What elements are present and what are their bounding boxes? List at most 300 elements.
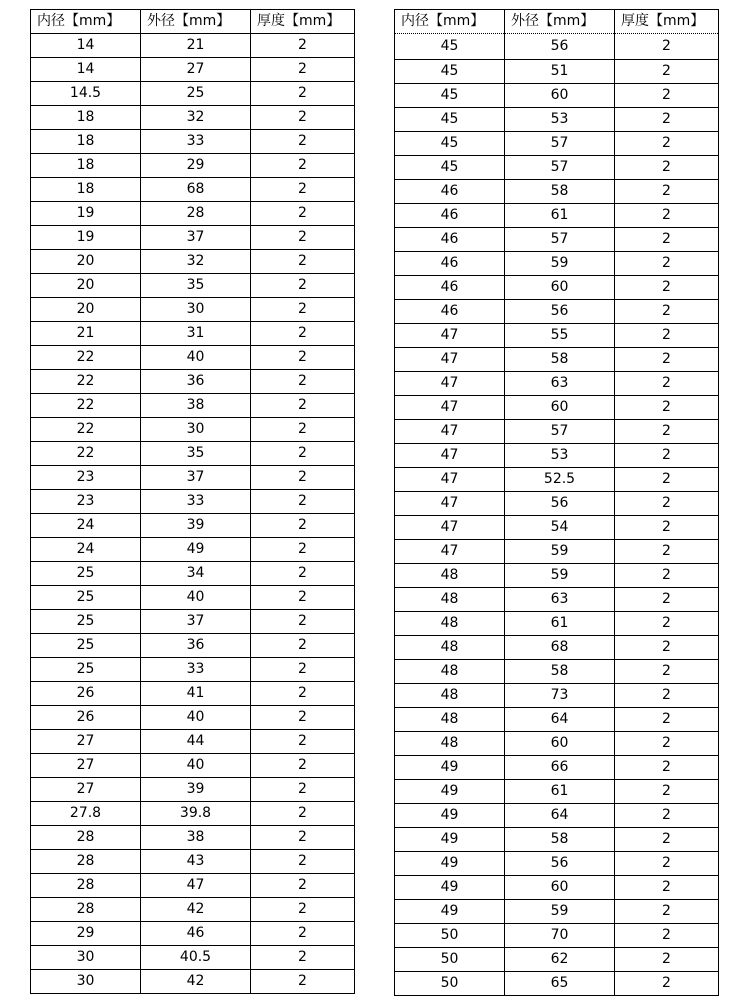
- cell-outer-diameter: 44: [141, 730, 251, 754]
- cell-inner-diameter: 28: [31, 898, 141, 922]
- cell-outer-diameter: 60: [505, 84, 615, 108]
- cell-outer-diameter: 33: [141, 130, 251, 154]
- cell-outer-diameter: 59: [505, 900, 615, 924]
- table-row: [395, 708, 719, 732]
- cell-outer-diameter: 37: [141, 226, 251, 250]
- cell-inner-diameter: 26: [31, 706, 141, 730]
- cell-thickness: 2: [615, 756, 719, 780]
- table-row: [31, 754, 355, 778]
- cell-thickness: 2: [615, 276, 719, 300]
- cell-outer-diameter: 40: [141, 706, 251, 730]
- cell-outer-diameter: 60: [505, 396, 615, 420]
- cell-thickness: 2: [251, 226, 355, 250]
- cell-inner-diameter: 48: [395, 708, 505, 732]
- table-row: [31, 586, 355, 610]
- cell-inner-diameter: 47: [395, 420, 505, 444]
- cell-thickness: 2: [615, 228, 719, 252]
- cell-outer-diameter: 33: [141, 490, 251, 514]
- cell-outer-diameter: 46: [141, 922, 251, 946]
- table-row: [31, 34, 355, 58]
- cell-inner-diameter: 18: [31, 106, 141, 130]
- cell-thickness: 2: [251, 658, 355, 682]
- cell-outer-diameter: 68: [505, 636, 615, 660]
- cell-inner-diameter: 25: [31, 634, 141, 658]
- table-row: [31, 490, 355, 514]
- cell-outer-diameter: 56: [505, 34, 615, 60]
- table-row: [395, 372, 719, 396]
- table-row: [395, 84, 719, 108]
- cell-thickness: 2: [615, 516, 719, 540]
- cell-thickness: 2: [251, 802, 355, 826]
- cell-outer-diameter: 56: [505, 492, 615, 516]
- cell-outer-diameter: 65: [505, 972, 615, 996]
- cell-inner-diameter: 46: [395, 180, 505, 204]
- cell-inner-diameter: 50: [395, 948, 505, 972]
- cell-outer-diameter: 60: [505, 276, 615, 300]
- cell-outer-diameter: 64: [505, 708, 615, 732]
- cell-outer-diameter: 55: [505, 324, 615, 348]
- cell-outer-diameter: 58: [505, 660, 615, 684]
- cell-inner-diameter: 24: [31, 538, 141, 562]
- table-row: [395, 180, 719, 204]
- table-row: [31, 634, 355, 658]
- table-row: [395, 228, 719, 252]
- table-row: [31, 418, 355, 442]
- cell-inner-diameter: 49: [395, 876, 505, 900]
- cell-thickness: 2: [615, 948, 719, 972]
- table-row: [31, 250, 355, 274]
- cell-inner-diameter: 27: [31, 730, 141, 754]
- cell-inner-diameter: 19: [31, 202, 141, 226]
- cell-outer-diameter: 63: [505, 588, 615, 612]
- cell-outer-diameter: 58: [505, 348, 615, 372]
- cell-outer-diameter: 39.8: [141, 802, 251, 826]
- table-row: [395, 300, 719, 324]
- header-thickness: 厚度【mm】: [615, 10, 719, 34]
- header-outer-diameter: 外径【mm】: [141, 10, 251, 34]
- table-row: [395, 972, 719, 996]
- table-row: [31, 514, 355, 538]
- cell-inner-diameter: 30: [31, 946, 141, 970]
- table-row: [31, 226, 355, 250]
- cell-thickness: 2: [615, 396, 719, 420]
- cell-inner-diameter: 50: [395, 924, 505, 948]
- cell-thickness: 2: [251, 514, 355, 538]
- header-row: [395, 10, 719, 34]
- cell-inner-diameter: 28: [31, 826, 141, 850]
- cell-inner-diameter: 47: [395, 396, 505, 420]
- cell-thickness: 2: [251, 706, 355, 730]
- table-row: [31, 58, 355, 82]
- cell-thickness: 2: [615, 900, 719, 924]
- cell-outer-diameter: 70: [505, 924, 615, 948]
- cell-thickness: 2: [251, 178, 355, 202]
- cell-inner-diameter: 22: [31, 442, 141, 466]
- cell-thickness: 2: [251, 466, 355, 490]
- cell-inner-diameter: 14: [31, 58, 141, 82]
- cell-thickness: 2: [615, 660, 719, 684]
- table-row: [31, 442, 355, 466]
- header-row: [31, 10, 355, 34]
- table-row: [395, 252, 719, 276]
- table-row: [31, 202, 355, 226]
- cell-thickness: 2: [615, 972, 719, 996]
- cell-thickness: 2: [615, 708, 719, 732]
- cell-thickness: 2: [251, 154, 355, 178]
- cell-inner-diameter: 50: [395, 972, 505, 996]
- cell-inner-diameter: 20: [31, 298, 141, 322]
- cell-thickness: 2: [615, 564, 719, 588]
- cell-thickness: 2: [615, 780, 719, 804]
- cell-thickness: 2: [615, 348, 719, 372]
- cell-outer-diameter: 68: [141, 178, 251, 202]
- table-row: [31, 610, 355, 634]
- table-row: [31, 682, 355, 706]
- cell-thickness: 2: [251, 394, 355, 418]
- right-size-table: [394, 9, 719, 996]
- cell-thickness: 2: [251, 586, 355, 610]
- cell-thickness: 2: [251, 922, 355, 946]
- cell-outer-diameter: 33: [141, 658, 251, 682]
- header-inner-diameter: 内径【mm】: [31, 10, 141, 34]
- cell-thickness: 2: [251, 82, 355, 106]
- cell-outer-diameter: 37: [141, 610, 251, 634]
- table-row: [395, 540, 719, 564]
- cell-inner-diameter: 48: [395, 684, 505, 708]
- header-thickness: 厚度【mm】: [251, 10, 355, 34]
- cell-inner-diameter: 47: [395, 324, 505, 348]
- cell-outer-diameter: 37: [141, 466, 251, 490]
- cell-inner-diameter: 20: [31, 274, 141, 298]
- cell-thickness: 2: [251, 754, 355, 778]
- table-row: [31, 874, 355, 898]
- cell-thickness: 2: [251, 562, 355, 586]
- cell-outer-diameter: 40: [141, 346, 251, 370]
- table-row: [31, 298, 355, 322]
- cell-thickness: 2: [615, 84, 719, 108]
- cell-inner-diameter: 45: [395, 132, 505, 156]
- cell-outer-diameter: 61: [505, 612, 615, 636]
- cell-inner-diameter: 25: [31, 658, 141, 682]
- cell-inner-diameter: 27.8: [31, 802, 141, 826]
- table-row: [31, 178, 355, 202]
- cell-thickness: 2: [251, 778, 355, 802]
- cell-thickness: 2: [251, 106, 355, 130]
- cell-thickness: 2: [251, 874, 355, 898]
- table-row: [31, 82, 355, 106]
- cell-inner-diameter: 18: [31, 130, 141, 154]
- cell-inner-diameter: 46: [395, 204, 505, 228]
- cell-inner-diameter: 47: [395, 540, 505, 564]
- cell-outer-diameter: 58: [505, 828, 615, 852]
- left-size-table: [30, 9, 355, 994]
- cell-thickness: 2: [615, 372, 719, 396]
- table-row: [31, 826, 355, 850]
- table-row: [31, 802, 355, 826]
- cell-inner-diameter: 46: [395, 300, 505, 324]
- table-row: [395, 444, 719, 468]
- cell-inner-diameter: 23: [31, 490, 141, 514]
- cell-thickness: 2: [615, 540, 719, 564]
- table-row: [395, 780, 719, 804]
- cell-inner-diameter: 25: [31, 586, 141, 610]
- table-row: [395, 756, 719, 780]
- cell-thickness: 2: [251, 946, 355, 970]
- cell-thickness: 2: [615, 924, 719, 948]
- cell-outer-diameter: 56: [505, 300, 615, 324]
- table-row: [31, 106, 355, 130]
- cell-outer-diameter: 40.5: [141, 946, 251, 970]
- cell-inner-diameter: 18: [31, 154, 141, 178]
- table-row: [395, 156, 719, 180]
- cell-thickness: 2: [251, 634, 355, 658]
- cell-thickness: 2: [251, 730, 355, 754]
- cell-thickness: 2: [251, 346, 355, 370]
- cell-thickness: 2: [615, 156, 719, 180]
- cell-thickness: 2: [615, 468, 719, 492]
- cell-thickness: 2: [251, 370, 355, 394]
- cell-inner-diameter: 28: [31, 874, 141, 898]
- table-row: [395, 60, 719, 84]
- cell-inner-diameter: 24: [31, 514, 141, 538]
- cell-outer-diameter: 27: [141, 58, 251, 82]
- cell-inner-diameter: 47: [395, 468, 505, 492]
- cell-outer-diameter: 25: [141, 82, 251, 106]
- cell-outer-diameter: 59: [505, 540, 615, 564]
- cell-inner-diameter: 48: [395, 636, 505, 660]
- cell-outer-diameter: 54: [505, 516, 615, 540]
- cell-inner-diameter: 45: [395, 156, 505, 180]
- cell-thickness: 2: [615, 876, 719, 900]
- cell-inner-diameter: 47: [395, 372, 505, 396]
- cell-inner-diameter: 23: [31, 466, 141, 490]
- table-row: [395, 204, 719, 228]
- cell-thickness: 2: [615, 732, 719, 756]
- table-row: [31, 658, 355, 682]
- cell-inner-diameter: 45: [395, 60, 505, 84]
- cell-outer-diameter: 42: [141, 898, 251, 922]
- table-row: [31, 370, 355, 394]
- cell-inner-diameter: 49: [395, 780, 505, 804]
- cell-outer-diameter: 30: [141, 418, 251, 442]
- table-row: [31, 850, 355, 874]
- table-row: [395, 612, 719, 636]
- table-row: [31, 730, 355, 754]
- cell-inner-diameter: 47: [395, 492, 505, 516]
- cell-thickness: 2: [615, 444, 719, 468]
- cell-inner-diameter: 48: [395, 564, 505, 588]
- table-row: [395, 900, 719, 924]
- cell-inner-diameter: 49: [395, 756, 505, 780]
- cell-outer-diameter: 53: [505, 108, 615, 132]
- table-row: [395, 828, 719, 852]
- cell-thickness: 2: [615, 492, 719, 516]
- cell-outer-diameter: 53: [505, 444, 615, 468]
- cell-inner-diameter: 22: [31, 346, 141, 370]
- right-table-body: [395, 34, 719, 996]
- table-row: [395, 948, 719, 972]
- cell-outer-diameter: 59: [505, 252, 615, 276]
- cell-inner-diameter: 26: [31, 682, 141, 706]
- table-row: [31, 898, 355, 922]
- cell-inner-diameter: 48: [395, 612, 505, 636]
- table-row: [395, 588, 719, 612]
- cell-inner-diameter: 47: [395, 348, 505, 372]
- cell-inner-diameter: 46: [395, 228, 505, 252]
- cell-inner-diameter: 27: [31, 754, 141, 778]
- cell-outer-diameter: 59: [505, 564, 615, 588]
- cell-thickness: 2: [251, 274, 355, 298]
- table-row: [395, 132, 719, 156]
- cell-inner-diameter: 46: [395, 252, 505, 276]
- cell-inner-diameter: 25: [31, 610, 141, 634]
- cell-outer-diameter: 28: [141, 202, 251, 226]
- cell-thickness: 2: [251, 970, 355, 994]
- cell-thickness: 2: [251, 442, 355, 466]
- cell-inner-diameter: 47: [395, 516, 505, 540]
- cell-thickness: 2: [615, 852, 719, 876]
- table-row: [395, 660, 719, 684]
- cell-thickness: 2: [251, 682, 355, 706]
- cell-outer-diameter: 73: [505, 684, 615, 708]
- cell-outer-diameter: 39: [141, 778, 251, 802]
- table-row: [395, 492, 719, 516]
- cell-thickness: 2: [251, 202, 355, 226]
- cell-outer-diameter: 57: [505, 420, 615, 444]
- cell-thickness: 2: [615, 588, 719, 612]
- cell-inner-diameter: 22: [31, 394, 141, 418]
- cell-inner-diameter: 29: [31, 922, 141, 946]
- cell-thickness: 2: [615, 132, 719, 156]
- table-row: [31, 946, 355, 970]
- header-outer-diameter: 外径【mm】: [505, 10, 615, 34]
- cell-inner-diameter: 30: [31, 970, 141, 994]
- cell-outer-diameter: 52.5: [505, 468, 615, 492]
- cell-thickness: 2: [615, 180, 719, 204]
- cell-thickness: 2: [251, 58, 355, 82]
- cell-inner-diameter: 27: [31, 778, 141, 802]
- cell-outer-diameter: 62: [505, 948, 615, 972]
- table-row: [31, 274, 355, 298]
- cell-inner-diameter: 22: [31, 418, 141, 442]
- cell-inner-diameter: 48: [395, 732, 505, 756]
- table-row: [31, 970, 355, 994]
- cell-thickness: 2: [615, 684, 719, 708]
- cell-thickness: 2: [615, 252, 719, 276]
- cell-outer-diameter: 32: [141, 250, 251, 274]
- table-row: [31, 154, 355, 178]
- cell-outer-diameter: 32: [141, 106, 251, 130]
- cell-outer-diameter: 38: [141, 394, 251, 418]
- cell-thickness: 2: [615, 804, 719, 828]
- table-row: [395, 732, 719, 756]
- cell-inner-diameter: 45: [395, 108, 505, 132]
- cell-thickness: 2: [251, 250, 355, 274]
- cell-thickness: 2: [615, 612, 719, 636]
- cell-thickness: 2: [251, 898, 355, 922]
- table-row: [31, 394, 355, 418]
- cell-inner-diameter: 20: [31, 250, 141, 274]
- cell-thickness: 2: [251, 130, 355, 154]
- cell-inner-diameter: 49: [395, 900, 505, 924]
- cell-inner-diameter: 48: [395, 588, 505, 612]
- cell-outer-diameter: 61: [505, 204, 615, 228]
- table-row: [31, 466, 355, 490]
- table-row: [395, 396, 719, 420]
- cell-outer-diameter: 57: [505, 132, 615, 156]
- cell-outer-diameter: 38: [141, 826, 251, 850]
- cell-inner-diameter: 25: [31, 562, 141, 586]
- table-row: [31, 538, 355, 562]
- cell-outer-diameter: 51: [505, 60, 615, 84]
- table-row: [31, 130, 355, 154]
- table-row: [395, 324, 719, 348]
- cell-outer-diameter: 57: [505, 156, 615, 180]
- cell-inner-diameter: 28: [31, 850, 141, 874]
- cell-outer-diameter: 43: [141, 850, 251, 874]
- cell-thickness: 2: [615, 34, 719, 60]
- cell-thickness: 2: [251, 610, 355, 634]
- cell-inner-diameter: 18: [31, 178, 141, 202]
- cell-outer-diameter: 40: [141, 586, 251, 610]
- header-inner-diameter: 内径【mm】: [395, 10, 505, 34]
- table-row: [395, 852, 719, 876]
- cell-outer-diameter: 34: [141, 562, 251, 586]
- cell-outer-diameter: 40: [141, 754, 251, 778]
- left-table-body: [31, 34, 355, 994]
- table-row: [395, 876, 719, 900]
- cell-outer-diameter: 57: [505, 228, 615, 252]
- cell-outer-diameter: 63: [505, 372, 615, 396]
- cell-outer-diameter: 60: [505, 732, 615, 756]
- table-row: [31, 322, 355, 346]
- cell-outer-diameter: 47: [141, 874, 251, 898]
- cell-inner-diameter: 47: [395, 444, 505, 468]
- cell-thickness: 2: [251, 538, 355, 562]
- cell-thickness: 2: [251, 490, 355, 514]
- cell-outer-diameter: 56: [505, 852, 615, 876]
- cell-inner-diameter: 46: [395, 276, 505, 300]
- cell-outer-diameter: 31: [141, 322, 251, 346]
- cell-thickness: 2: [251, 850, 355, 874]
- cell-outer-diameter: 58: [505, 180, 615, 204]
- cell-outer-diameter: 64: [505, 804, 615, 828]
- table-row: [395, 468, 719, 492]
- cell-inner-diameter: 14.5: [31, 82, 141, 106]
- cell-outer-diameter: 21: [141, 34, 251, 58]
- cell-thickness: 2: [615, 324, 719, 348]
- cell-thickness: 2: [615, 300, 719, 324]
- table-row: [31, 346, 355, 370]
- cell-outer-diameter: 66: [505, 756, 615, 780]
- cell-inner-diameter: 19: [31, 226, 141, 250]
- table-row: [31, 922, 355, 946]
- table-row: [395, 804, 719, 828]
- table-row: [395, 420, 719, 444]
- cell-outer-diameter: 36: [141, 634, 251, 658]
- cell-thickness: 2: [615, 60, 719, 84]
- table-row: [395, 348, 719, 372]
- cell-thickness: 2: [615, 636, 719, 660]
- table-row: [395, 276, 719, 300]
- cell-outer-diameter: 61: [505, 780, 615, 804]
- table-row: [31, 706, 355, 730]
- cell-inner-diameter: 45: [395, 84, 505, 108]
- cell-outer-diameter: 35: [141, 442, 251, 466]
- cell-thickness: 2: [615, 108, 719, 132]
- cell-outer-diameter: 35: [141, 274, 251, 298]
- table-row: [395, 636, 719, 660]
